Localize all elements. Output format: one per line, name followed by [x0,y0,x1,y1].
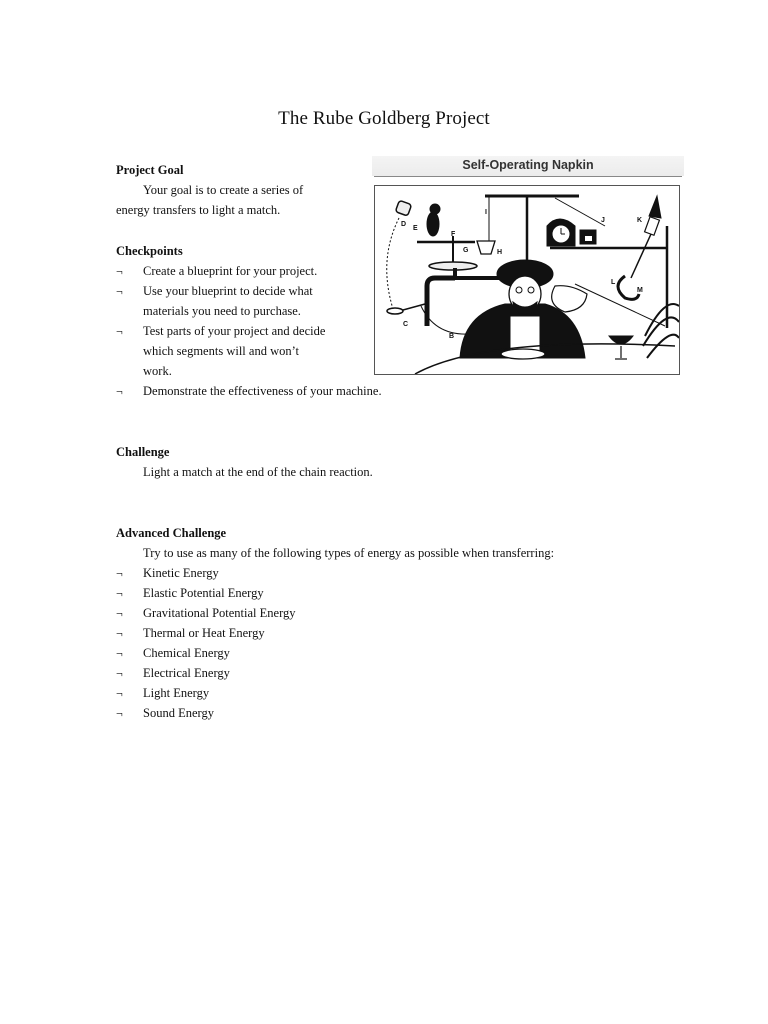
checkpoint-item: Use your blueprint to decide what [143,284,313,298]
rube-goldberg-cartoon-icon [375,186,679,374]
bullet-icon: ¬ [116,384,123,398]
checkpoint-item: Test parts of your project and decide [143,324,326,338]
bullet-icon: ¬ [116,566,123,580]
energy-type-item: Electrical Energy [143,666,230,680]
bullet-icon: ¬ [116,646,123,660]
bullet-icon: ¬ [116,706,123,720]
project-goal-line-2: energy transfers to light a match. [116,203,281,217]
svg-text:G: G [463,247,469,254]
energy-type-item: Light Energy [143,686,210,700]
svg-text:B: B [449,333,455,340]
svg-text:C: C [403,321,409,328]
energy-type-item: Thermal or Heat Energy [143,626,265,640]
svg-text:H: H [497,249,503,256]
energy-type-item: Gravitational Potential Energy [143,606,296,620]
self-operating-napkin-figure [372,156,684,378]
challenge-heading: Challenge [116,445,170,459]
challenge-text: Light a match at the end of the chain reaction. [143,465,373,479]
svg-text:F: F [451,231,456,238]
bullet-icon: ¬ [116,606,123,620]
energy-type-item: Kinetic Energy [143,566,219,580]
cartoon-illustration [374,185,680,375]
svg-text:I: I [485,209,487,216]
svg-text:M: M [637,287,643,294]
page-title: The Rube Goldberg Project [278,108,490,129]
bullet-icon: ¬ [116,686,123,700]
figure-title: Self-Operating Napkin [462,158,594,172]
checkpoint-item-continued: work. [143,364,172,378]
checkpoint-item: Create a blueprint for your project. [143,264,318,278]
svg-text:J: J [601,217,605,224]
advanced-challenge-heading: Advanced Challenge [116,526,227,540]
project-goal-line-1: Your goal is to create a series of [143,183,304,197]
svg-text:E: E [413,225,418,232]
checkpoint-item: Demonstrate the effectiveness of your machine. [143,384,382,398]
bullet-icon: ¬ [116,586,123,600]
bullet-icon: ¬ [116,666,123,680]
svg-text:L: L [611,279,616,286]
energy-type-item: Chemical Energy [143,646,230,660]
energy-type-item: Elastic Potential Energy [143,586,264,600]
checkpoint-item-continued: materials you need to purchase. [143,304,301,318]
figure-divider [374,176,682,177]
advanced-challenge-intro: Try to use as many of the following types of energy as possible when transferring: [143,546,555,560]
bullet-icon: ¬ [116,324,123,338]
svg-text:K: K [637,217,643,224]
energy-type-item: Sound Energy [143,706,214,720]
bullet-icon: ¬ [116,264,123,278]
bullet-icon: ¬ [116,284,123,298]
svg-text:D: D [401,221,407,228]
bullet-icon: ¬ [116,626,123,640]
project-goal-heading: Project Goal [116,163,184,177]
checkpoints-heading: Checkpoints [116,244,183,258]
checkpoint-item-continued: which segments will and won’t [143,344,299,358]
